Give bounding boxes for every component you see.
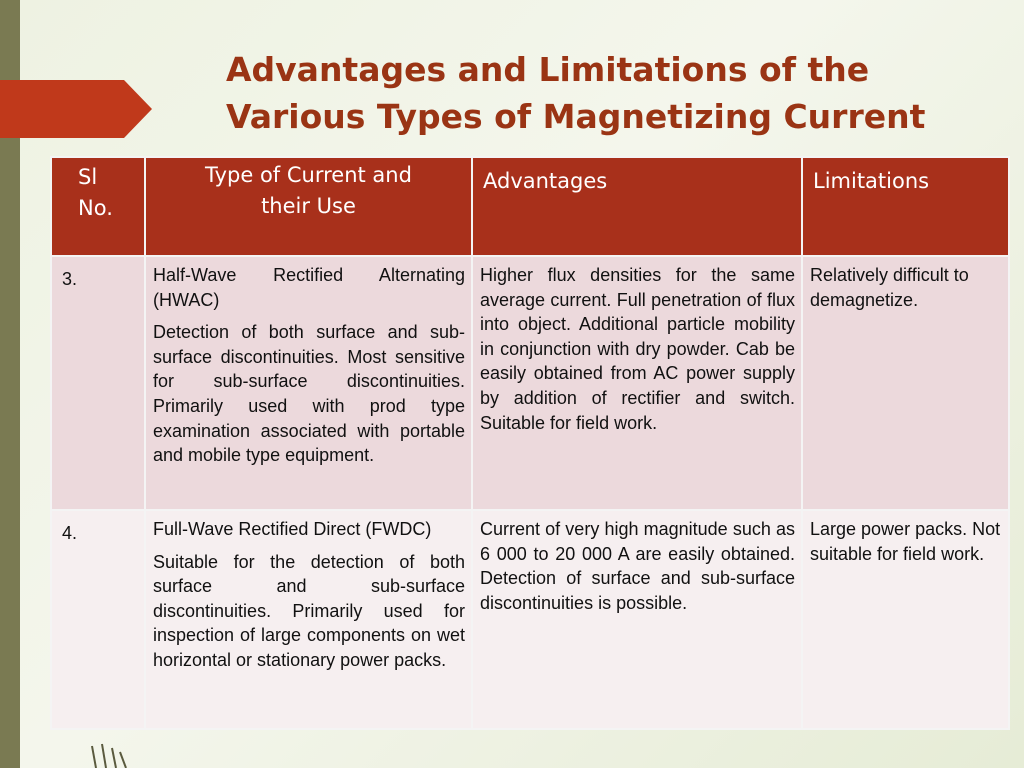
table-row [51,510,1009,729]
header-sl-no: Sl No. [51,157,145,256]
row-advantages: Higher flux densities for the same average current. Full penetration of flux into object. Additional particle mobility in conjunction with dry powder. Cab be easily obtained from AC power supply by addition of rectifier and switch. Suitable for field work. [472,256,802,510]
title-line-2: Various Types of Magnetizing Current [226,97,926,136]
row-sl-no: 3. [51,256,145,510]
current-type-use: Detection of both surface and sub- surface discontinuities. Most sensitive for sub-surface discontinuities. Primarily used with prod type examination associated with portable and mobile type equipment. [153,322,465,466]
header-limitations: Limitations [802,157,1009,256]
row-type-of-current [145,256,472,510]
row-limitations: Large power packs. Not suitable for field work. [802,510,1009,729]
header-advantages: Advantages [472,157,802,256]
title-arrow-accent [0,80,152,138]
magnetizing-current-table [50,156,1010,730]
header-type-of-current: Type of Current and their Use [145,157,472,256]
row-advantages: Current of very high magnitude such as 6 000 to 20 000 A are easily obtained. Detection of surface and sub-surface discontinuities is possible. [472,510,802,729]
row-limitations: Relatively difficult to demagnetize. [802,256,1009,510]
title-line-1: Advantages and Limitations of the [226,50,870,89]
slide-title [226,46,1006,140]
table-row [51,256,1009,510]
row-type-of-current [145,510,472,729]
current-type-name: Full-Wave Rectified Direct (FWDC) [153,519,432,539]
table-header-row [51,157,1009,256]
current-type-use: Suitable for the detection of both surface and sub-surface discontinuities. Primarily used for inspection of large components on wet horizontal or stationary power packs. [153,551,465,670]
row-sl-no: 4. [51,510,145,729]
current-type-name: Half-Wave Rectified Alternating (HWAC) [153,265,465,310]
